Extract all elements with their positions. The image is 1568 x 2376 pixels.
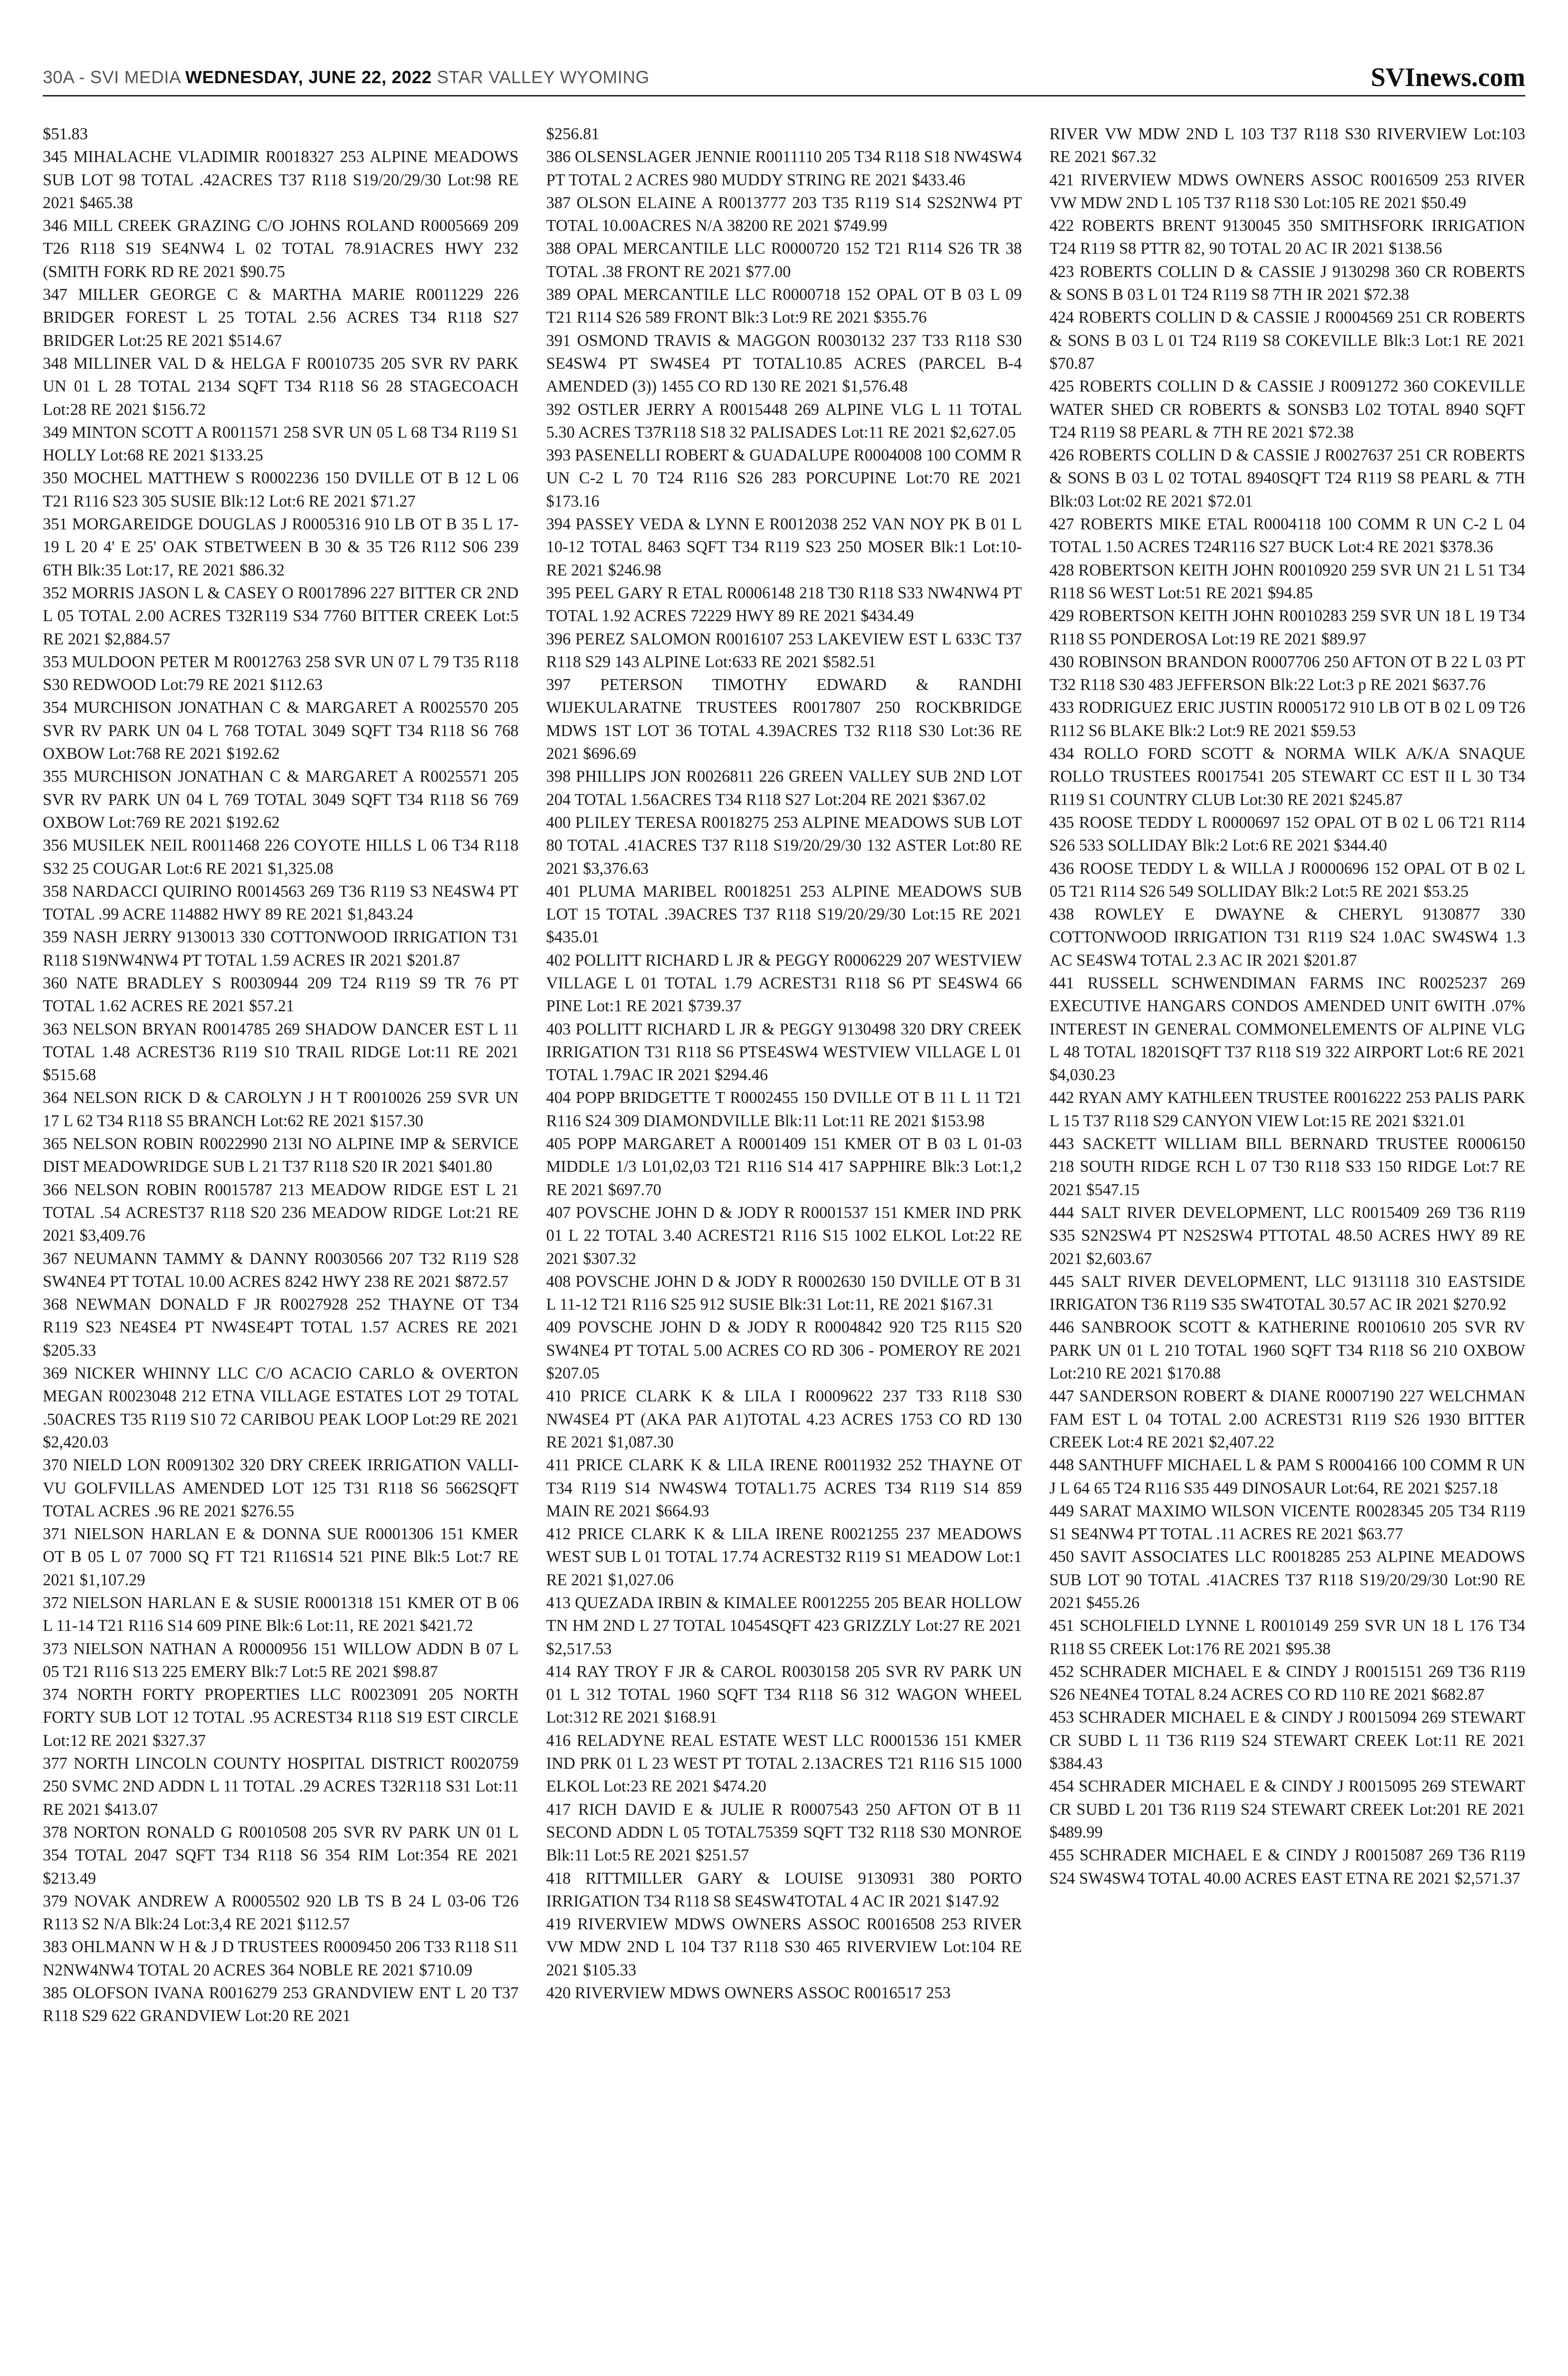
tax-entry: 433 RODRIGUEZ ERIC JUSTIN R0005172 910 LB OT B 02 L 09 T26 R112 S6 BLAKE Blk:2 Lot:9 RE 2021 $59.53 [1049, 699, 1525, 740]
tax-entry: 409 POVSCHE JOHN D & JODY R R0004842 920 T25 R115 S20 SW4NE4 PT TOTAL 5.00 ACRES CO RD 306 - POMEROY RE 2021 $207.05 [546, 1318, 1022, 1383]
tax-entry: 367 NEUMANN TAMMY & DANNY R0030566 207 T32 R119 S28 SW4NE4 PT TOTAL 10.00 ACRES 8242 HWY 238 RE 2021 $872.57 [43, 1249, 519, 1291]
tax-entry: 363 NELSON BRYAN R0014785 269 SHADOW DANCER EST L 11 TOTAL 1.48 ACREST36 R119 S10 TRAIL RIDGE Lot:11 RE 2021 $515.68 [43, 1020, 519, 1084]
tax-entry: 345 MIHALACHE VLADIMIR R0018327 253 ALPINE MEADOWS SUB LOT 98 TOTAL .42ACRES T37 R118 S19/20/29/30 Lot:98 RE 2021 $465.38 [43, 148, 519, 212]
tax-entry: 392 OSTLER JERRY A R0015448 269 ALPINE VLG L 11 TOTAL 5.30 ACRES T37R118 S18 32 PALISADES Lot:11 RE 2021 $2,627.05 [546, 400, 1022, 441]
tax-entry: 360 NATE BRADLEY S R0030944 209 T24 R119 S9 TR 76 PT TOTAL 1.62 ACRES RE 2021 $57.21 [43, 974, 519, 1016]
tax-entry: 434 ROLLO FORD SCOTT & NORMA WILK A/K/A SNAQUE ROLLO TRUSTEES R0017541 205 STEWART CC EST II L 30 T34 R119 S1 COUNTRY CLUB Lot:30 RE 2021 $245.87 [1049, 745, 1525, 809]
tax-entry: 404 POPP BRIDGETTE T R0002455 150 DVILLE OT B 11 L 11 T21 R116 S24 309 DIAMONDVILLE Blk:11 Lot:11 RE 2021 $153.98 [546, 1089, 1022, 1130]
tax-entry: 418 RITTMILLER GARY & LOUISE 9130931 380 PORTO IRRIGATION T34 R118 S8 SE4SW4TOTAL 4 AC IR 2021 $147.92 [546, 1869, 1022, 1910]
tax-entry: 366 NELSON ROBIN R0015787 213 MEADOW RIDGE EST L 21 TOTAL .54 ACREST37 R118 S20 236 MEADOW RIDGE Lot:21 RE 2021 $3,409.76 [43, 1180, 519, 1245]
tax-entry: 373 NIELSON NATHAN A R0000956 151 WILLOW ADDN B 07 L 05 T21 R116 S13 225 EMERY Blk:7 Lot:5 RE 2021 $98.87 [43, 1639, 519, 1681]
tax-entry: 444 SALT RIVER DEVELOPMENT, LLC R0015409 269 T36 R119 S35 S2N2SW4 PT N2S2SW4 PTTOTAL 48.50 ACRES HWY 89 RE 2021 $2,603.67 [1049, 1203, 1525, 1268]
tax-entry: 347 MILLER GEORGE C & MARTHA MARIE R0011229 226 BRIDGER FOREST L 25 TOTAL 2.56 ACRES T34 R118 S27 BRIDGER Lot:25 RE 2021 $514.67 [43, 286, 519, 350]
tax-entry: 374 NORTH FORTY PROPERTIES LLC R0023091 205 NORTH FORTY SUB LOT 12 TOTAL .95 ACREST34 R118 S19 EST CIRCLE Lot:12 RE 2021 $327.37 [43, 1686, 519, 1750]
tax-entry: 422 ROBERTS BRENT 9130045 350 SMITHSFORK IRRIGATION T24 R119 S8 PTTR 82, 90 TOTAL 20 AC IR 2021 $138.56 [1049, 217, 1525, 258]
tax-entry: 429 ROBERTSON KEITH JOHN R0010283 259 SVR UN 18 L 19 T34 R118 S5 PONDEROSA Lot:19 RE 2021 $89.97 [1049, 607, 1525, 648]
tax-entry: 402 POLLITT RICHARD L JR & PEGGY R0006229 207 WESTVIEW VILLAGE L 01 TOTAL 1.79 ACREST31 R118 S6 PT SE4SW4 66 PINE Lot:1 RE 2021 $739.37 [546, 951, 1022, 1016]
issue-date: WEDNESDAY, JUNE 22, 2022 [185, 67, 432, 87]
tax-entry: 352 MORRIS JASON L & CASEY O R0017896 227 BITTER CR 2ND L 05 TOTAL 2.00 ACRES T32R119 S34 7760 BITTER CREEK Lot:5 RE 2021 $2,884.57 [43, 584, 519, 648]
tax-entry: 441 RUSSELL SCHWENDIMAN FARMS INC R0025237 269 EXECUTIVE HANGARS CONDOS AMENDED UNIT 6WITH .07% INTEREST IN GENERAL COMMONELEMENTS OF ALPINE VLG L 48 TOTAL 18201SQFT T37 R118 S19 322 AIRPORT Lot:6 RE 2021 $4,030.23 [1049, 974, 1525, 1084]
tax-entry: 408 POVSCHE JOHN D & JODY R R0002630 150 DVILLE OT B 31 L 11-12 T21 R116 S25 912 SUSIE Blk:31 Lot:11, RE 2021 $167.31 [546, 1272, 1022, 1314]
tax-entry: 450 SAVIT ASSOCIATES LLC R0018285 253 ALPINE MEADOWS SUB LOT 90 TOTAL .41ACRES T37 R118 S19/20/29/30 Lot:90 RE 2021 $455.26 [1049, 1548, 1525, 1612]
tax-entry: 424 ROBERTS COLLIN D & CASSIE J R0004569 251 CR ROBERTS & SONS B 03 L 01 T24 R119 S8 COKEVILLE Blk:3 Lot:1 RE 2021 $70.87 [1049, 308, 1525, 373]
tax-entry: 413 QUEZADA IRBIN & KIMALEE R0012255 205 BEAR HOLLOW TN HM 2ND L 27 TOTAL 10454SQFT 423 GRIZZLY Lot:27 RE 2021 $2,517.53 [546, 1594, 1022, 1658]
tax-entry: 365 NELSON ROBIN R0022990 213I NO ALPINE IMP & SERVICE DIST MEADOWRIDGE SUB L 21 T37 R118 S20 IR 2021 $401.80 [43, 1135, 519, 1176]
tax-entry: 430 ROBINSON BRANDON R0007706 250 AFTON OT B 22 L 03 PT T32 R118 S30 483 JEFFERSON Blk:22 Lot:3 p RE 2021 $637.76 [1049, 652, 1525, 694]
tax-entry: 356 MUSILEK NEIL R0011468 226 COYOTE HILLS L 06 T34 R118 S32 25 COUGAR Lot:6 RE 2021 $1,325.08 [43, 836, 519, 878]
tax-entry: 403 POLLITT RICHARD L JR & PEGGY 9130498 320 DRY CREEK IRRIGATION T31 R118 S6 PTSE4SW4 WESTVIEW VILLAGE L 01 TOTAL 1.79AC IR 2021 $294.46 [546, 1020, 1022, 1084]
tax-entry: 407 POVSCHE JOHN D & JODY R R0001537 151 KMER IND PRK 01 L 22 TOTAL 3.40 ACREST21 R116 S15 1002 ELKOL Lot:22 RE 2021 $307.32 [546, 1203, 1022, 1268]
page-header [43, 63, 1525, 96]
text-column-2 [546, 123, 1022, 2376]
tax-entry: 419 RIVERVIEW MDWS OWNERS ASSOC R0016508 253 RIVER VW MDW 2ND L 104 T37 R118 S30 465 RIVERVIEW Lot:104 RE 2021 $105.33 [546, 1915, 1022, 1979]
tax-entry: 350 MOCHEL MATTHEW S R0002236 150 DVILLE OT B 12 L 06 T21 R116 S23 305 SUSIE Blk:12 Lot:6 RE 2021 $71.27 [43, 469, 519, 510]
tax-entry: 438 ROWLEY E DWAYNE & CHERYL 9130877 330 COTTONWOOD IRRIGATION T31 R119 S24 1.0AC SW4SW4 1.3 AC SE4SW4 TOTAL 2.3 AC IR 2021 $201.87 [1049, 905, 1525, 969]
text-column-3 [1050, 123, 1525, 2376]
tax-entry: 354 MURCHISON JONATHAN C & MARGARET A R0025570 205 SVR RV PARK UN 04 L 768 TOTAL 3049 SQFT T34 R118 S6 768 OXBOW Lot:768 RE 2021 $192.62 [43, 699, 519, 763]
tax-entry: 391 OSMOND TRAVIS & MAGGON R0030132 237 T33 R118 S30 SE4SW4 PT SW4SE4 PT TOTAL10.85 ACRES (PARCEL B-4 AMENDED (3)) 1455 CO RD 130 RE 2021 $1,576.48 [546, 331, 1022, 396]
tax-entry: 446 SANBROOK SCOTT & KATHERINE R0010610 205 SVR RV PARK UN 01 L 210 TOTAL 1960 SQFT T34 R118 S6 210 OXBOW Lot:210 RE 2021 $170.88 [1049, 1318, 1525, 1383]
tax-entry: 348 MILLINER VAL D & HELGA F R0010735 205 SVR RV PARK UN 01 L 28 TOTAL 2134 SQFT T34 R118 S6 28 STAGECOACH Lot:28 RE 2021 $156.72 [43, 354, 519, 419]
tax-entry: 448 SANTHUFF MICHAEL L & PAM S R0004166 100 COMM R UN J L 64 65 T24 R116 S35 449 DINOSAUR Lot:64, RE 2021 $257.18 [1049, 1456, 1525, 1497]
tax-entry: 355 MURCHISON JONATHAN C & MARGARET A R0025571 205 SVR RV PARK UN 04 L 769 TOTAL 3049 SQFT T34 R118 S6 769 OXBOW Lot:769 RE 2021 $192.62 [43, 767, 519, 832]
tax-entry: 395 PEEL GARY R ETAL R0006148 218 T30 R118 S33 NW4NW4 PT TOTAL 1.92 ACRES 72229 HWY 89 RE 2021 $434.49 [546, 584, 1022, 625]
tax-entry: 388 OPAL MERCANTILE LLC R0000720 152 T21 R114 S26 TR 38 TOTAL .38 FRONT RE 2021 $77.00 [546, 240, 1022, 281]
tax-entry: 401 PLUMA MARIBEL R0018251 253 ALPINE MEADOWS SUB LOT 15 TOTAL .39ACRES T37 R118 S19/20/29/30 Lot:15 RE 2021 $435.01 [546, 882, 1022, 947]
tax-entry: 364 NELSON RICK D & CAROLYN J H T R0010026 259 SVR UN 17 L 62 T34 R118 S5 BRANCH Lot:62 RE 2021 $157.30 [43, 1089, 519, 1130]
tax-entry: 412 PRICE CLARK K & LILA IRENE R0021255 237 MEADOWS WEST SUB L 01 TOTAL 17.74 ACREST32 R119 S1 MEADOW Lot:1 RE 2021 $1,027.06 [546, 1525, 1022, 1589]
tax-entry: 426 ROBERTS COLLIN D & CASSIE J R0027637 251 CR ROBERTS & SONS B 03 L 02 TOTAL 8940SQFT T24 R119 S8 PEARL & 7TH Blk:03 Lot:02 RE 2021 $72.01 [1049, 446, 1525, 510]
legal-notice-columns [43, 123, 1525, 2376]
tax-entry: 454 SCHRADER MICHAEL E & CINDY J R0015095 269 STEWART CR SUBD L 201 T36 R119 S24 STEWART CREEK Lot:201 RE 2021 $489.99 [1049, 1777, 1525, 1841]
tax-entry: 416 RELADYNE REAL ESTATE WEST LLC R0001536 151 KMER IND PRK 01 L 23 WEST PT TOTAL 2.13ACRES T21 R116 S15 1000 ELKOL Lot:23 RE 2021 $474.20 [546, 1731, 1022, 1796]
text-column-1 [43, 123, 518, 2376]
tax-entry: 449 SARAT MAXIMO WILSON VICENTE R0028345 205 T34 R119 S1 SE4NW4 PT TOTAL .11 ACRES RE 2021 $63.77 [1049, 1502, 1525, 1543]
tax-entry: 368 NEWMAN DONALD F JR R0027928 252 THAYNE OT T34 R119 S23 NE4SE4 PT NW4SE4PT TOTAL 1.57 ACRES RE 2021 $205.33 [43, 1295, 519, 1360]
publication-location: STAR VALLEY WYOMING [437, 67, 650, 87]
tax-entry: 452 SCHRADER MICHAEL E & CINDY J R0015151 269 T36 R119 S26 NE4NE4 TOTAL 8.24 ACRES CO RD 110 RE 2021 $682.87 [1049, 1662, 1525, 1704]
tax-entry: 359 NASH JERRY 9130013 330 COTTONWOOD IRRIGATION T31 R118 S19NW4NW4 PT TOTAL 1.59 ACRES IR 2021 $201.87 [43, 928, 519, 969]
tax-entry: 378 NORTON RONALD G R0010508 205 SVR RV PARK UN 01 L 354 TOTAL 2047 SQFT T34 R118 S6 354 RIM Lot:354 RE 2021 $213.49 [43, 1823, 519, 1887]
tax-entry: RIVER VW MDW 2ND L 103 T37 R118 S30 RIVERVIEW Lot:103 RE 2021 $67.32 [1049, 125, 1525, 166]
tax-entry: 417 RICH DAVID E & JULIE R R0007543 250 AFTON OT B 11 SECOND ADDN L 05 TOTAL75359 SQFT T32 R118 S30 MONROE Blk:11 Lot:5 RE 2021 $251.57 [546, 1800, 1022, 1865]
site-name: SVInews.com [1370, 63, 1525, 92]
tax-entry: 389 OPAL MERCANTILE LLC R0000718 152 OPAL OT B 03 L 09 T21 R114 S26 589 FRONT Blk:3 Lot:9 RE 2021 $355.76 [546, 286, 1022, 327]
tax-entry: 385 OLOFSON IVANA R0016279 253 GRANDVIEW ENT L 20 T37 R118 S29 622 GRANDVIEW Lot:20 RE 2021 [43, 1984, 519, 2025]
tax-entry: 436 ROOSE TEDDY L & WILLA J R0000696 152 OPAL OT B 02 L 05 T21 R114 S26 549 SOLLIDAY Blk:2 Lot:5 RE 2021 $53.25 [1049, 859, 1525, 901]
tax-entry: 394 PASSEY VEDA & LYNN E R0012038 252 VAN NOY PK B 01 L 10-12 TOTAL 8463 SQFT T34 R119 S23 250 MOSER Blk:1 Lot:10- RE 2021 $246.98 [546, 515, 1022, 579]
tax-entry: 410 PRICE CLARK K & LILA I R0009622 237 T33 R118 S30 NW4SE4 PT (AKA PAR A1)TOTAL 4.23 ACRES 1753 CO RD 130 RE 2021 $1,087.30 [546, 1387, 1022, 1451]
tax-entry: 445 SALT RIVER DEVELOPMENT, LLC 9131118 310 EASTSIDE IRRIGATON T36 R119 S35 SW4TOTAL 30.57 AC IR 2021 $270.92 [1049, 1272, 1525, 1314]
tax-entry: 414 RAY TROY F JR & CAROL R0030158 205 SVR RV PARK UN 01 L 312 TOTAL 1960 SQFT T34 R118 S6 312 WAGON WHEEL Lot:312 RE 2021 $168.91 [546, 1662, 1022, 1727]
tax-entry: 428 ROBERTSON KEITH JOHN R0010920 259 SVR UN 21 L 51 T34 R118 S6 WEST Lot:51 RE 2021 $94.85 [1049, 561, 1525, 602]
tax-entry: 351 MORGAREIDGE DOUGLAS J R0005316 910 LB OT B 35 L 17-19 L 20 4' E 25' OAK STBETWEEN B 30 & 35 T26 R112 S06 239 6TH Blk:35 Lot:17, RE 2021 $86.32 [43, 515, 519, 579]
tax-entry: $51.83 [43, 125, 88, 143]
tax-entry: 358 NARDACCI QUIRINO R0014563 269 T36 R119 S3 NE4SW4 PT TOTAL .99 ACRE 114882 HWY 89 RE 2021 $1,843.24 [43, 882, 519, 924]
tax-entry: 435 ROOSE TEDDY L R0000697 152 OPAL OT B 02 L 06 T21 R114 S26 533 SOLLIDAY Blk:2 Lot:6 RE 2021 $344.40 [1049, 813, 1525, 855]
tax-entry: 386 OLSENSLAGER JENNIE R0011110 205 T34 R118 S18 NW4SW4 PT TOTAL 2 ACRES 980 MUDDY STRING RE 2021 $433.46 [546, 148, 1022, 189]
tax-entry: 369 NICKER WHINNY LLC C/O ACACIO CARLO & OVERTON MEGAN R0023048 212 ETNA VILLAGE ESTATES LOT 29 TOTAL .50ACRES T35 R119 S10 72 CARIBOU PEAK LOOP Lot:29 RE 2021 $2,420.03 [43, 1364, 519, 1451]
tax-entry: 427 ROBERTS MIKE ETAL R0004118 100 COMM R UN C-2 L 04 TOTAL 1.50 ACRES T24R116 S27 BUCK Lot:4 RE 2021 $378.36 [1049, 515, 1525, 556]
header-folio [43, 67, 650, 87]
tax-entry: 346 MILL CREEK GRAZING C/O JOHNS ROLAND R0005669 209 T26 R118 S19 SE4NW4 L 02 TOTAL 78.91ACRES HWY 232 (SMITH FORK RD RE 2021 $90.75 [43, 217, 519, 281]
tax-entry: 370 NIELD LON R0091302 320 DRY CREEK IRRIGATION VALLI-VU GOLFVILLAS AMENDED LOT 125 T31 R118 S6 5662SQFT TOTAL ACRES .96 RE 2021 $276.55 [43, 1456, 519, 1520]
tax-entry: 393 PASENELLI ROBERT & GUADALUPE R0004008 100 COMM R UN C-2 L 70 T24 R116 S26 283 PORCUPINE Lot:70 RE 2021 $173.16 [546, 446, 1022, 510]
tax-entry: 425 ROBERTS COLLIN D & CASSIE J R0091272 360 COKEVILLE WATER SHED CR ROBERTS & SONSB3 L02 TOTAL 8940 SQFT T24 R119 S8 PEARL & 7TH RE 2021 $72.38 [1049, 377, 1525, 441]
tax-entry: 396 PEREZ SALOMON R0016107 253 LAKEVIEW EST L 633C T37 R118 S29 143 ALPINE Lot:633 RE 2021 $582.51 [546, 630, 1022, 671]
tax-entry: $256.81 [546, 125, 600, 143]
tax-entry: 383 OHLMANN W H & J D TRUSTEES R0009450 206 T33 R118 S11 N2NW4NW4 TOTAL 20 ACRES 364 NOBLE RE 2021 $710.09 [43, 1938, 519, 1979]
tax-entry: 397 PETERSON TIMOTHY EDWARD & RANDHI WIJEKULARATNE TRUSTEES R0017807 250 ROCKBRIDGE MDWS 1ST LOT 36 TOTAL 4.39ACRES T32 R118 S30 Lot:36 RE 2021 $696.69 [546, 676, 1022, 763]
tax-entry: 420 RIVERVIEW MDWS OWNERS ASSOC R0016517 253 [546, 1984, 951, 2002]
tax-entry: 411 PRICE CLARK K & LILA IRENE R0011932 252 THAYNE OT T34 R119 S14 NW4SW4 TOTAL1.75 ACRES T34 R119 S14 859 MAIN RE 2021 $664.93 [546, 1456, 1022, 1520]
tax-entry: 353 MULDOON PETER M R0012763 258 SVR UN 07 L 79 T35 R118 S30 REDWOOD Lot:79 RE 2021 $112.63 [43, 652, 519, 694]
tax-entry: 377 NORTH LINCOLN COUNTY HOSPITAL DISTRICT R0020759 250 SVMC 2ND ADDN L 11 TOTAL .29 ACRES T32R118 S31 Lot:11 RE 2021 $413.07 [43, 1754, 519, 1819]
tax-entry: 371 NIELSON HARLAN E & DONNA SUE R0001306 151 KMER OT B 05 L 07 7000 SQ FT T21 R116S14 521 PINE Blk:5 Lot:7 RE 2021 $1,107.29 [43, 1525, 519, 1589]
tax-entry: 453 SCHRADER MICHAEL E & CINDY J R0015094 269 STEWART CR SUBD L 11 T36 R119 S24 STEWART CREEK Lot:11 RE 2021 $384.43 [1049, 1708, 1525, 1773]
tax-entry: 423 ROBERTS COLLIN D & CASSIE J 9130298 360 CR ROBERTS & SONS B 03 L 01 T24 R119 S8 7TH IR 2021 $72.38 [1049, 262, 1525, 304]
tax-entry: 455 SCHRADER MICHAEL E & CINDY J R0015087 269 T36 R119 S24 SW4SW4 TOTAL 40.00 ACRES EAST ETNA RE 2021 $2,571.37 [1049, 1846, 1525, 1887]
page-folio: 30A - SVI MEDIA [43, 67, 181, 87]
tax-entry: 421 RIVERVIEW MDWS OWNERS ASSOC R0016509 253 RIVER VW MDW 2ND L 105 T37 R118 S30 Lot:105 RE 2021 $50.49 [1049, 171, 1525, 212]
tax-entry: 451 SCHOLFIELD LYNNE L R0010149 259 SVR UN 18 L 176 T34 R118 S5 CREEK Lot:176 RE 2021 $95.38 [1049, 1617, 1525, 1658]
tax-entry: 349 MINTON SCOTT A R0011571 258 SVR UN 05 L 68 T34 R119 S1 HOLLY Lot:68 RE 2021 $133.25 [43, 423, 519, 465]
tax-entry: 379 NOVAK ANDREW A R0005502 920 LB TS B 24 L 03-06 T26 R113 S2 N/A Blk:24 Lot:3,4 RE 2021 $112.57 [43, 1892, 519, 1934]
tax-entry: 405 POPP MARGARET A R0001409 151 KMER OT B 03 L 01-03 MIDDLE 1/3 L01,02,03 T21 R116 S14 417 SAPPHIRE Blk:3 Lot:1,2 RE 2021 $697.70 [546, 1135, 1022, 1199]
tax-entry: 447 SANDERSON ROBERT & DIANE R0007190 227 WELCHMAN FAM EST L 04 TOTAL 2.00 ACREST31 R119 S26 1930 BITTER CREEK Lot:4 RE 2021 $2,407.22 [1049, 1387, 1525, 1451]
tax-entry: 398 PHILLIPS JON R0026811 226 GREEN VALLEY SUB 2ND LOT 204 TOTAL 1.56ACRES T34 R118 S27 Lot:204 RE 2021 $367.02 [546, 767, 1022, 809]
tax-entry: 372 NIELSON HARLAN E & SUSIE R0001318 151 KMER OT B 06 L 11-14 T21 R116 S14 609 PINE Blk:6 Lot:11, RE 2021 $421.72 [43, 1594, 519, 1635]
tax-entry: 400 PLILEY TERESA R0018275 253 ALPINE MEADOWS SUB LOT 80 TOTAL .41ACRES T37 R118 S19/20/29/30 132 ASTER Lot:80 RE 2021 $3,376.63 [546, 813, 1022, 878]
tax-entry: 443 SACKETT WILLIAM BILL BERNARD TRUSTEE R0006150 218 SOUTH RIDGE RCH L 07 T30 R118 S33 150 RIDGE Lot:7 RE 2021 $547.15 [1049, 1135, 1525, 1199]
tax-entry: 442 RYAN AMY KATHLEEN TRUSTEE R0016222 253 PALIS PARK L 15 T37 R118 S29 CANYON VIEW Lot:15 RE 2021 $321.01 [1049, 1089, 1525, 1130]
tax-entry: 387 OLSON ELAINE A R0013777 203 T35 R119 S14 S2S2NW4 PT TOTAL 10.00ACRES N/A 38200 RE 2021 $749.99 [546, 193, 1022, 235]
